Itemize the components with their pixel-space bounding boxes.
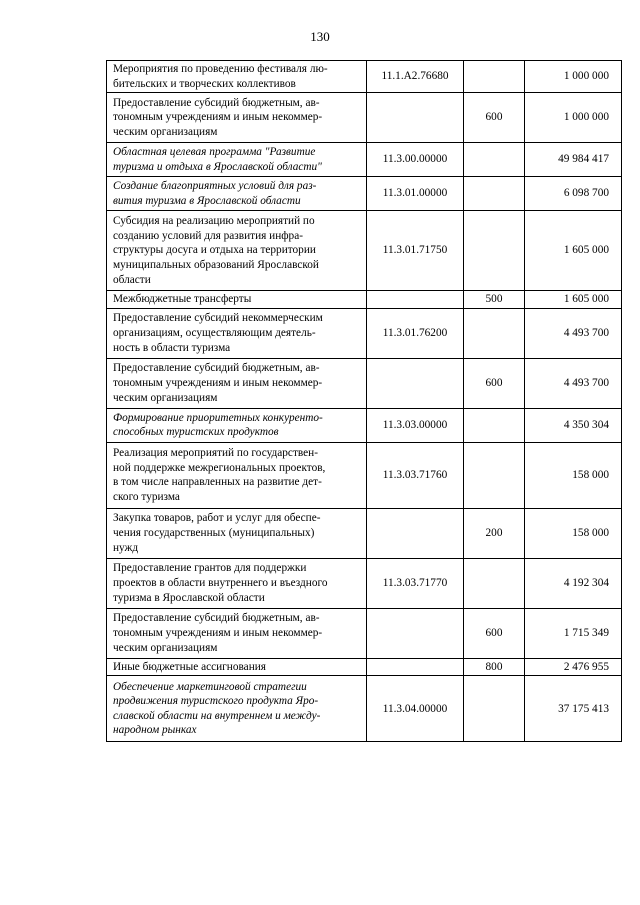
budget-table xyxy=(106,60,622,742)
target-article-code-cell xyxy=(367,291,464,309)
item-name-line: ность в области туризма xyxy=(113,341,231,354)
amount-cell: 1 715 349 xyxy=(525,608,622,658)
table-row xyxy=(107,61,622,93)
item-name-cell xyxy=(107,93,367,143)
target-article-code-cell xyxy=(367,608,464,658)
amount-cell: 1 605 000 xyxy=(525,211,622,291)
amount-cell: 4 493 700 xyxy=(525,358,622,408)
item-name-line: тономным учреждениям и иным некоммер- xyxy=(113,626,323,639)
target-article-code-cell xyxy=(367,358,464,408)
item-name-line: Областная целевая программа "Развитие xyxy=(113,146,316,159)
item-name-line: ческим организациям xyxy=(113,391,218,404)
expense-type-cell: 600 xyxy=(464,358,525,408)
amount-cell: 1 000 000 xyxy=(525,93,622,143)
item-name-line: тономным учреждениям и иным некоммер- xyxy=(113,376,323,389)
target-article-code-cell xyxy=(367,508,464,558)
target-article-code-cell: 11.3.01.76200 xyxy=(367,308,464,358)
target-article-code-cell xyxy=(367,658,464,676)
item-name-cell xyxy=(107,608,367,658)
expense-type-cell xyxy=(464,61,525,93)
table-row xyxy=(107,508,622,558)
expense-type-cell xyxy=(464,442,525,508)
item-name-line: Предоставление субсидий бюджетным, ав- xyxy=(113,96,320,109)
expense-type-cell: 600 xyxy=(464,608,525,658)
item-name-line: проектов в области внутреннего и въездного xyxy=(113,576,328,589)
item-name-line: структуры досуга и отдыха на территории xyxy=(113,244,316,257)
item-name-line: вития туризма в Ярославской области xyxy=(113,194,301,207)
item-name-line: народном рынках xyxy=(113,724,197,737)
table-row xyxy=(107,358,622,408)
table-row xyxy=(107,558,622,608)
item-name-line: Предоставление грантов для поддержки xyxy=(113,562,307,575)
table-row xyxy=(107,442,622,508)
item-name-cell xyxy=(107,143,367,177)
item-name-line: в том числе направленных на развитие дет- xyxy=(113,476,322,489)
item-name-line: Предоставление субсидий бюджетным, ав- xyxy=(113,612,320,625)
item-name-line: туризма в Ярославской области xyxy=(113,591,265,604)
item-name-line: организациям, осуществляющим деятель- xyxy=(113,326,316,339)
table-row xyxy=(107,143,622,177)
table-row xyxy=(107,408,622,442)
table-row xyxy=(107,676,622,742)
item-name-cell xyxy=(107,61,367,93)
target-article-code-cell: 11.3.01.00000 xyxy=(367,177,464,211)
target-article-code-cell: 11.1.A2.76680 xyxy=(367,61,464,93)
item-name-line: Предоставление субсидий некоммерческим xyxy=(113,312,323,325)
item-name-line: нужд xyxy=(113,541,139,554)
item-name-line: Иные бюджетные ассигнования xyxy=(113,660,266,673)
expense-type-cell xyxy=(464,676,525,742)
item-name-cell xyxy=(107,358,367,408)
table-row xyxy=(107,308,622,358)
amount-cell: 4 493 700 xyxy=(525,308,622,358)
expense-type-cell xyxy=(464,408,525,442)
item-name-line: продвижения туристского продукта Яро- xyxy=(113,695,319,708)
item-name-line: Субсидия на реализацию мероприятий по xyxy=(113,215,315,228)
item-name-line: славской области на внутреннем и между- xyxy=(113,709,321,722)
amount-cell: 158 000 xyxy=(525,508,622,558)
budget-table-body xyxy=(107,61,622,742)
amount-cell: 2 476 955 xyxy=(525,658,622,676)
item-name-line: способных туристских продуктов xyxy=(113,426,279,439)
item-name-line: муниципальных образований Ярославской xyxy=(113,258,319,271)
amount-cell: 1 605 000 xyxy=(525,291,622,309)
expense-type-cell: 800 xyxy=(464,658,525,676)
item-name-line: Закупка товаров, работ и услуг для обеспе- xyxy=(113,512,321,525)
table-row xyxy=(107,658,622,676)
target-article-code-cell: 11.3.03.00000 xyxy=(367,408,464,442)
item-name-line: Предоставление субсидий бюджетным, ав- xyxy=(113,362,320,375)
amount-cell: 158 000 xyxy=(525,442,622,508)
item-name-cell xyxy=(107,291,367,309)
target-article-code-cell: 11.3.03.71770 xyxy=(367,558,464,608)
item-name-line: созданию условий для развития инфра- xyxy=(113,229,303,242)
expense-type-cell: 200 xyxy=(464,508,525,558)
amount-cell: 37 175 413 xyxy=(525,676,622,742)
table-row xyxy=(107,177,622,211)
item-name-cell xyxy=(107,658,367,676)
item-name-line: ского туризма xyxy=(113,490,180,503)
item-name-line: туризма и отдыха в Ярославской области" xyxy=(113,160,322,173)
table-row xyxy=(107,608,622,658)
item-name-cell xyxy=(107,177,367,211)
item-name-line: Обеспечение маркетинговой стратегии xyxy=(113,680,307,693)
item-name-cell xyxy=(107,558,367,608)
item-name-line: Создание благоприятных условий для раз- xyxy=(113,180,317,193)
item-name-line: Межбюджетные трансферты xyxy=(113,293,252,306)
item-name-line: Реализация мероприятий по государствен- xyxy=(113,447,318,460)
amount-cell: 6 098 700 xyxy=(525,177,622,211)
item-name-line: Мероприятия по проведению фестиваля лю- xyxy=(113,63,328,75)
item-name-cell xyxy=(107,676,367,742)
table-row xyxy=(107,291,622,309)
item-name-line: Формирование приоритетных конкуренто- xyxy=(113,411,323,424)
target-article-code-cell: 11.3.01.71750 xyxy=(367,211,464,291)
item-name-cell xyxy=(107,308,367,358)
item-name-line: ной поддержке межрегиональных проектов, xyxy=(113,461,326,474)
item-name-line: ческим организациям xyxy=(113,641,218,654)
item-name-line: бительских и творческих коллективов xyxy=(113,77,296,90)
table-row xyxy=(107,93,622,143)
expense-type-cell xyxy=(464,143,525,177)
expense-type-cell xyxy=(464,308,525,358)
target-article-code-cell: 11.3.00.00000 xyxy=(367,143,464,177)
item-name-cell xyxy=(107,408,367,442)
expense-type-cell: 500 xyxy=(464,291,525,309)
item-name-cell xyxy=(107,508,367,558)
item-name-cell xyxy=(107,211,367,291)
item-name-line: ческим организациям xyxy=(113,125,218,138)
amount-cell: 49 984 417 xyxy=(525,143,622,177)
item-name-cell xyxy=(107,442,367,508)
table-row xyxy=(107,211,622,291)
item-name-line: тономным учреждениям и иным некоммер- xyxy=(113,111,323,124)
amount-cell: 1 000 000 xyxy=(525,61,622,93)
expense-type-cell: 600 xyxy=(464,93,525,143)
target-article-code-cell xyxy=(367,93,464,143)
item-name-line: чения государственных (муниципальных) xyxy=(113,526,315,539)
amount-cell: 4 192 304 xyxy=(525,558,622,608)
item-name-line: области xyxy=(113,273,151,286)
page-number: 130 xyxy=(310,29,330,44)
expense-type-cell xyxy=(464,177,525,211)
amount-cell: 4 350 304 xyxy=(525,408,622,442)
expense-type-cell xyxy=(464,211,525,291)
target-article-code-cell: 11.3.03.71760 xyxy=(367,442,464,508)
expense-type-cell xyxy=(464,558,525,608)
target-article-code-cell: 11.3.04.00000 xyxy=(367,676,464,742)
